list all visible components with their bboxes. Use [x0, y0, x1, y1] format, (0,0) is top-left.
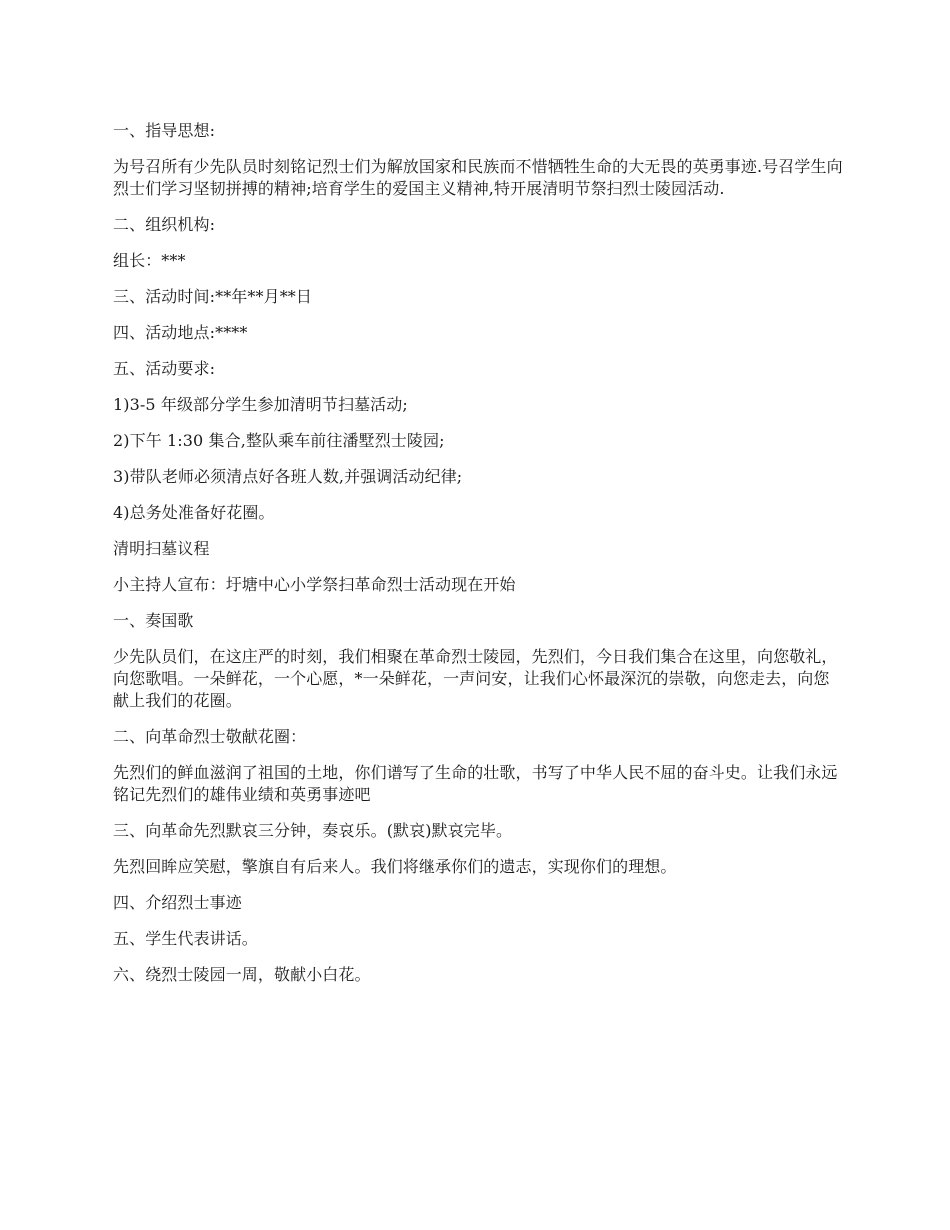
paragraph-group-leader: 组长：***: [113, 251, 186, 270]
agenda-item-deeds: 四、介绍烈士事迹: [113, 893, 242, 912]
requirement-item-3: 3)带队老师必须清点好各班人数,并强调活动纪律;: [113, 467, 463, 486]
requirement-item-2: 2)下午 1:30 集合,整队乘车前往潘墅烈士陵园;: [113, 431, 445, 450]
agenda-item-white-flowers: 六、绕烈士陵园一周，敬献小白花。: [113, 965, 371, 984]
paragraph-inheritance: 先烈回眸应笑慰，擎旗自有后来人。我们将继承你们的遗志，实现你们的理想。: [113, 857, 677, 876]
heading-agenda: 清明扫墓议程: [113, 539, 210, 558]
requirement-item-4: 4)总务处准备好花圈。: [113, 503, 275, 522]
document-body: [113, 120, 843, 1000]
agenda-item-wreath: 二、向革命烈士敬献花圈：: [113, 727, 307, 746]
heading-activity-location: 四、活动地点:****: [113, 323, 248, 342]
requirement-item-1: 1)3-5 年级部分学生参加清明节扫墓活动;: [113, 395, 408, 414]
paragraph-remembrance: 先烈们的鲜血滋润了祖国的土地，你们谱写了生命的壮歌，书写了中华人民不屈的奋斗史。让我们永远铭记先烈们的雄伟业绩和英勇事迹吧: [113, 763, 838, 804]
agenda-item-silence: 三、向革命先烈默哀三分钟，奏哀乐。(默哀)默哀完毕。: [113, 821, 513, 840]
agenda-item-student-speech: 五、学生代表讲话。: [113, 929, 258, 948]
paragraph-host-announcement: 小主持人宣布：圩塘中心小学祭扫革命烈士活动现在开始: [113, 575, 516, 594]
heading-activity-time: 三、活动时间:**年**月**日: [113, 287, 312, 306]
heading-guiding-ideology: 一、指导思想:: [113, 121, 216, 140]
agenda-item-anthem: 一、奏国歌: [113, 611, 194, 630]
heading-activity-requirements: 五、活动要求:: [113, 359, 216, 378]
paragraph-tribute-speech: 少先队员们，在这庄严的时刻，我们相聚在革命烈士陵园，先烈们，今日我们集合在这里，向您敬礼，向您歌唱。一朵鲜花，一个心愿，*一朵鲜花，一声问安，让我们心怀最深沉的崇敬，向您走去，向您献上我们的花圈。: [113, 647, 838, 710]
paragraph-purpose: 为号召所有少先队员时刻铭记烈士们为解放国家和民族而不惜牺牲生命的大无畏的英勇事迹.号召学生向烈士们学习坚韧拼搏的精神;培育学生的爱国主义精神,特开展清明节祭扫烈士陵园活动.: [113, 157, 843, 198]
heading-organization: 二、组织机构:: [113, 215, 216, 234]
